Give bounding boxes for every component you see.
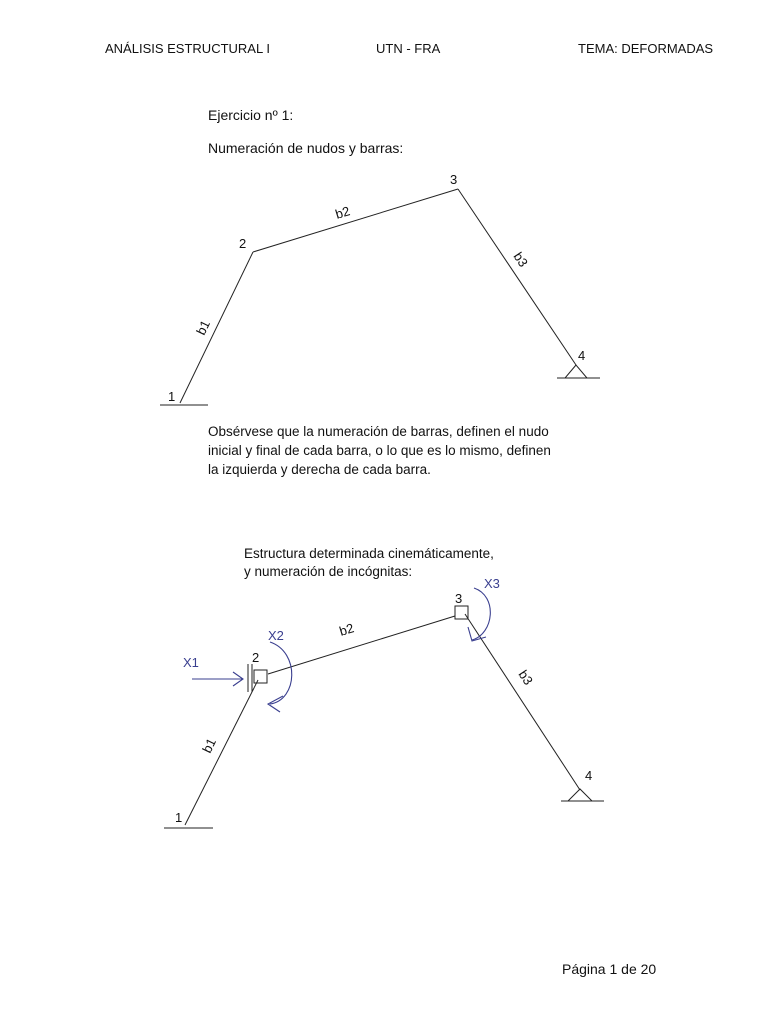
x3-rotation-arc (472, 588, 490, 640)
header-topic: TEMA: DEFORMADAS (578, 41, 714, 56)
unknown-label-x1: X1 (183, 655, 199, 670)
node-restraint-3 (455, 606, 468, 619)
bar-label-b1: b1 (199, 735, 220, 756)
node-label-4: 4 (585, 768, 593, 783)
node-restraint-2 (254, 670, 267, 683)
node-label-1: 1 (175, 810, 183, 825)
note-line-3: la izquierda y derecha de cada barra. (208, 462, 431, 477)
section-line-1: Estructura determinada cinemáticamente, (244, 546, 494, 561)
pin-support-4 (568, 789, 592, 801)
note-line-1: Obsérvese que la numeración de barras, definen el nudo (208, 424, 549, 439)
note-line-2: inicial y final de cada barra, o lo que es lo mismo, definen (208, 443, 551, 458)
header-institution: UTN - FRA (376, 41, 441, 56)
section-line-2: y numeración de incógnitas: (244, 564, 413, 579)
node-label-1: 1 (168, 389, 176, 404)
page-number: Página 1 de 20 (562, 961, 657, 977)
x2-rotation-arc (270, 642, 292, 704)
x3-arrow-head (468, 627, 486, 641)
bar-label-b1: b1 (193, 317, 214, 338)
unknown-label-x2: X2 (268, 628, 284, 643)
exercise-subtitle: Numeración de nudos y barras: (208, 140, 404, 156)
node-label-4: 4 (578, 348, 586, 363)
header-course: ANÁLISIS ESTRUCTURAL I (105, 41, 270, 56)
node-label-2: 2 (252, 650, 260, 665)
bar-b3-line (465, 614, 580, 790)
node-label-3: 3 (450, 172, 458, 187)
bar-label-b3: b3 (515, 667, 537, 688)
bar-label-b2: b2 (337, 620, 356, 639)
bar-label-b3: b3 (510, 249, 532, 270)
bar-b1-line (185, 680, 258, 825)
exercise-title: Ejercicio nº 1: (208, 107, 294, 123)
bar-label-b2: b2 (333, 203, 352, 222)
bar-b2-line (268, 616, 455, 674)
unknown-label-x3: X3 (484, 576, 500, 591)
node-label-3: 3 (455, 591, 463, 606)
node-label-2: 2 (239, 236, 247, 251)
